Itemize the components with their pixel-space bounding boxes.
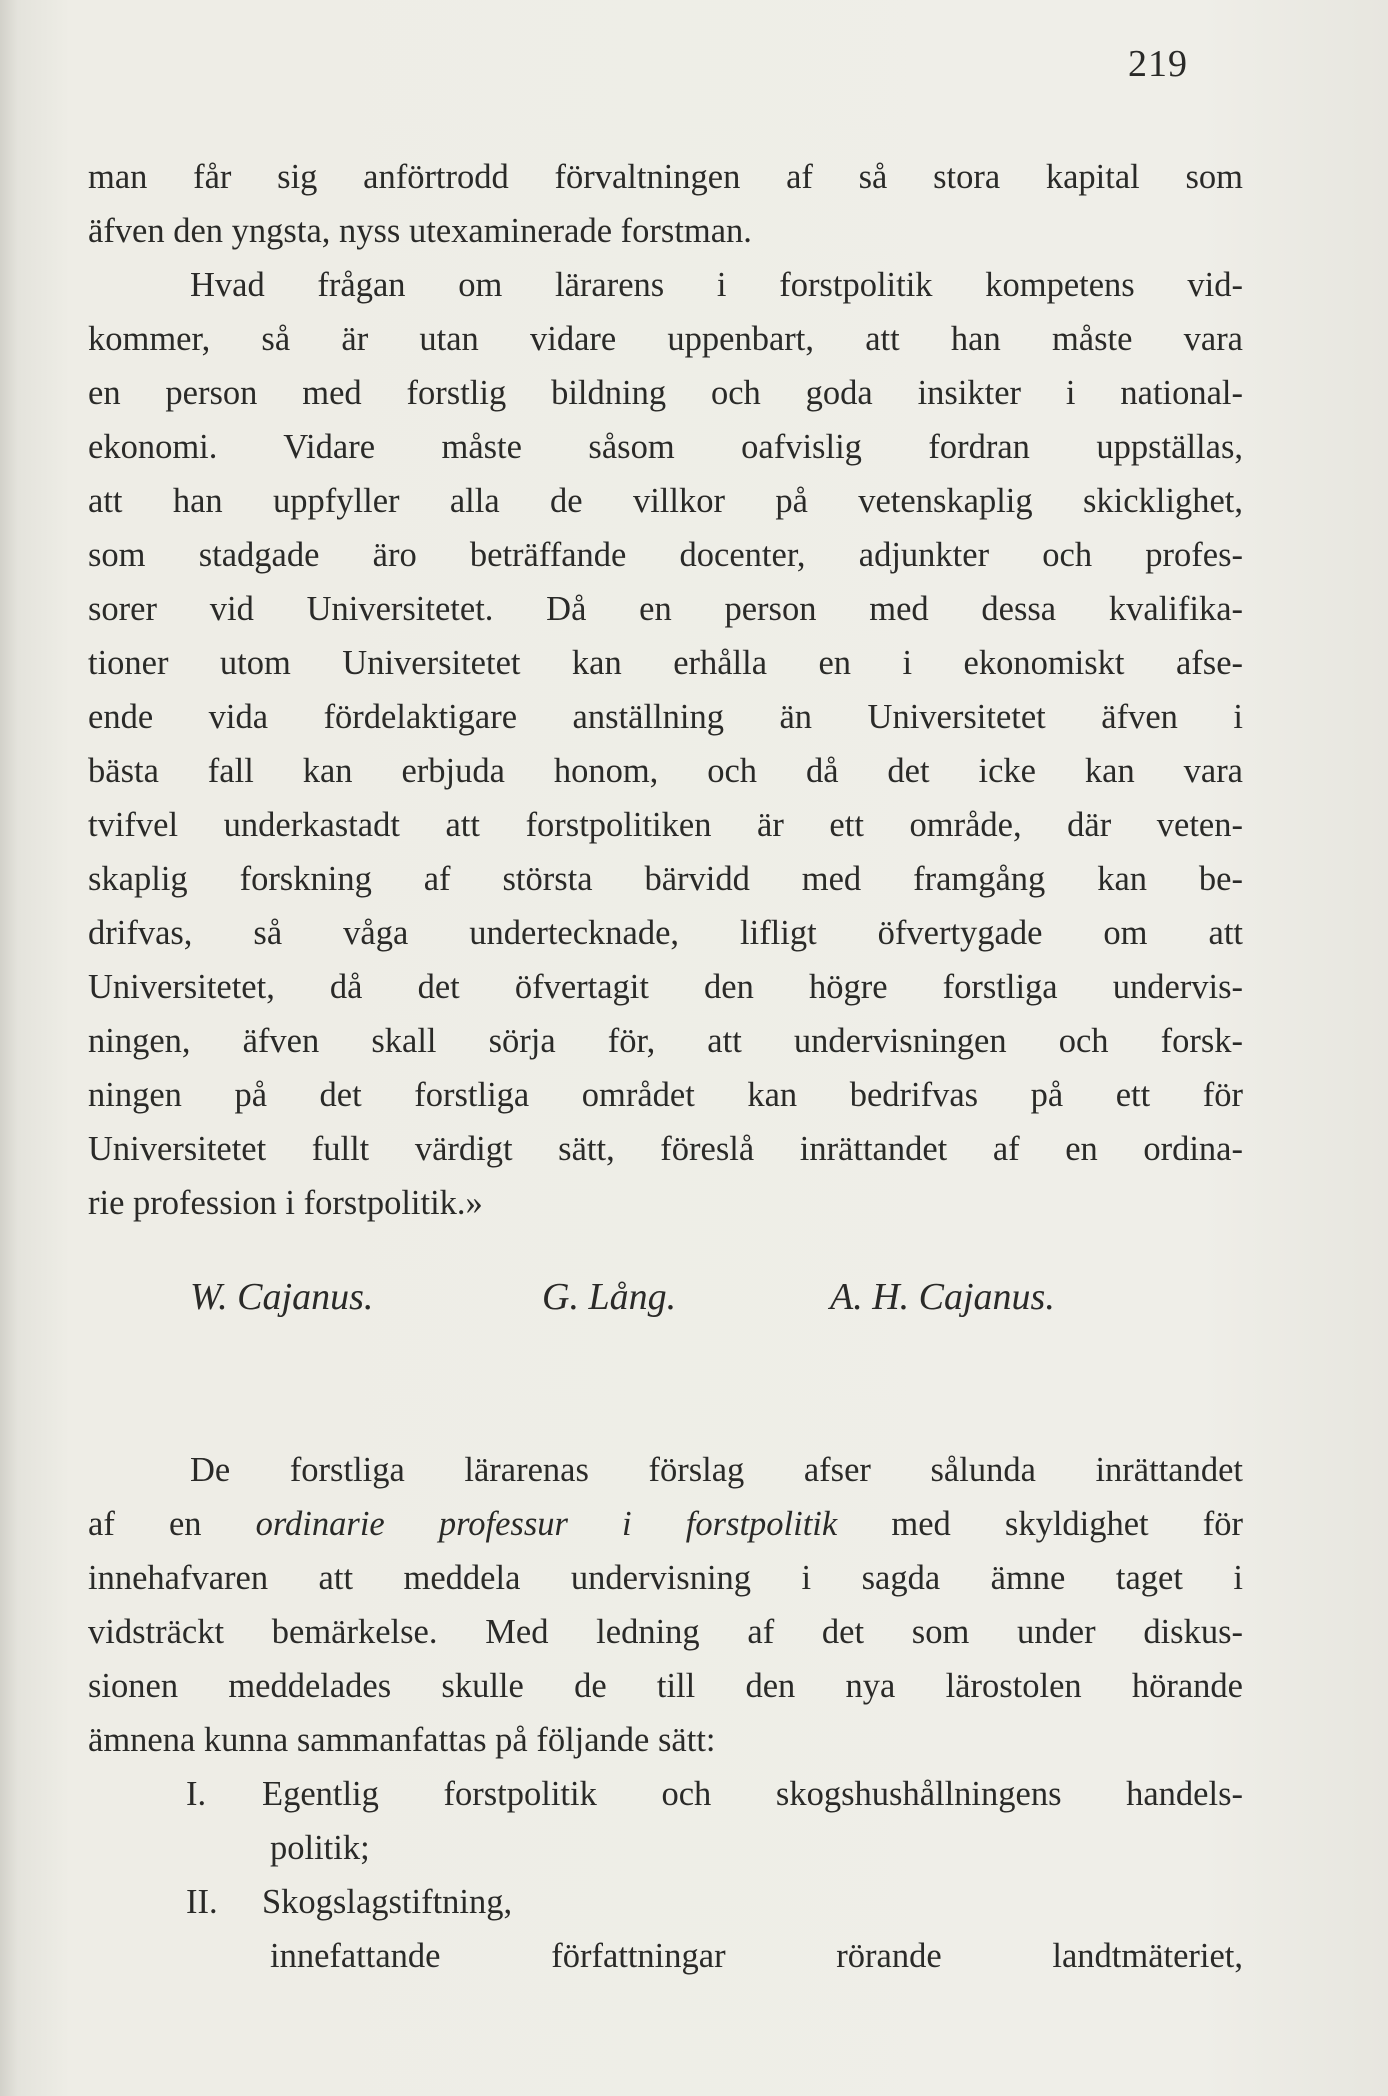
- text-line: bästa fall kan erbjuda honom, och då det icke kan vara: [88, 752, 1243, 790]
- text-line: Universitetet, då det öfvertagit den högre forstliga undervis-: [88, 968, 1243, 1006]
- text-line: Universitetet fullt värdigt sätt, föreslå inrättandet af en ordina-: [88, 1130, 1243, 1168]
- text-line: ende vida fördelaktigare anställning än Universitetet äfven i: [88, 698, 1243, 736]
- text-line: ämnena kunna sammanfattas på följande sätt:: [88, 1721, 716, 1759]
- text-line: en person med forstlig bildning och goda insikter i national-: [88, 374, 1243, 412]
- list-item-text: Egentlig forstpolitik och skogshushållningens handels-: [262, 1775, 1243, 1813]
- text-line: man får sig anförtrodd förvaltningen af så stora kapital som: [88, 158, 1243, 196]
- text-line: vidsträckt bemärkelse. Med ledning af det som under diskus-: [88, 1613, 1243, 1651]
- text-line: rie profession i forstpolitik.»: [88, 1184, 483, 1222]
- signature-block: [190, 1275, 1150, 1335]
- text-line: De forstliga lärarenas förslag afser sålunda inrättandet: [190, 1451, 1243, 1489]
- text-fragment: af en: [88, 1505, 202, 1543]
- list-item-text: Skogslagstiftning,: [262, 1883, 513, 1921]
- list-number: I.: [186, 1775, 207, 1813]
- text-line: skaplig forskning af största bärvidd med framgång kan be-: [88, 860, 1243, 898]
- emphasis-professorship: ordinarie professur i forstpolitik: [255, 1505, 838, 1543]
- text-line: sorer vid Universitetet. Då en person med dessa kvalifika-: [88, 590, 1243, 628]
- text-line: Hvad frågan om lärarens i forstpolitik kompetens vid-: [190, 266, 1243, 304]
- text-fragment: med skyldighet för: [891, 1505, 1243, 1543]
- text-line: tioner utom Universitetet kan erhålla en i ekonomiskt afse-: [88, 644, 1243, 682]
- signature-g-lang: G. Lång.: [542, 1276, 677, 1318]
- signature-w-cajanus: W. Cajanus.: [190, 1276, 374, 1318]
- text-line: att han uppfyller alla de villkor på vetenskaplig skicklighet,: [88, 482, 1243, 520]
- text-line: som stadgade äro beträffande docenter, adjunkter och profes-: [88, 536, 1243, 574]
- text-line: ningen på det forstliga området kan bedrifvas på ett för: [88, 1076, 1243, 1114]
- text-line: sionen meddelades skulle de till den nya lärostolen hörande: [88, 1667, 1243, 1705]
- text-line: ekonomi. Vidare måste såsom oafvislig fordran uppställas,: [88, 428, 1243, 466]
- text-line: kommer, så är utan vidare uppenbart, att han måste vara: [88, 320, 1243, 358]
- text-line: tvifvel underkastadt att forstpolitiken är ett område, där veten-: [88, 806, 1243, 844]
- signature-a-h-cajanus: A. H. Cajanus.: [830, 1276, 1055, 1318]
- text-line: ningen, äfven skall sörja för, att undervisningen och forsk-: [88, 1022, 1243, 1060]
- text-line: drifvas, så våga undertecknade, lifligt öfvertygade om att: [88, 914, 1243, 952]
- text-line: äfven den yngsta, nyss utexaminerade forstman.: [88, 212, 752, 250]
- list-number: II.: [186, 1883, 218, 1921]
- list-item-continuation: politik;: [270, 1829, 370, 1867]
- text-line: innehafvaren att meddela undervisning i sagda ämne taget i: [88, 1559, 1243, 1597]
- text-line-with-emphasis: [88, 1497, 1243, 1551]
- list-item-continuation: innefattande författningar rörande landtmäteriet,: [270, 1937, 1243, 1975]
- page-number: 219: [1128, 43, 1188, 85]
